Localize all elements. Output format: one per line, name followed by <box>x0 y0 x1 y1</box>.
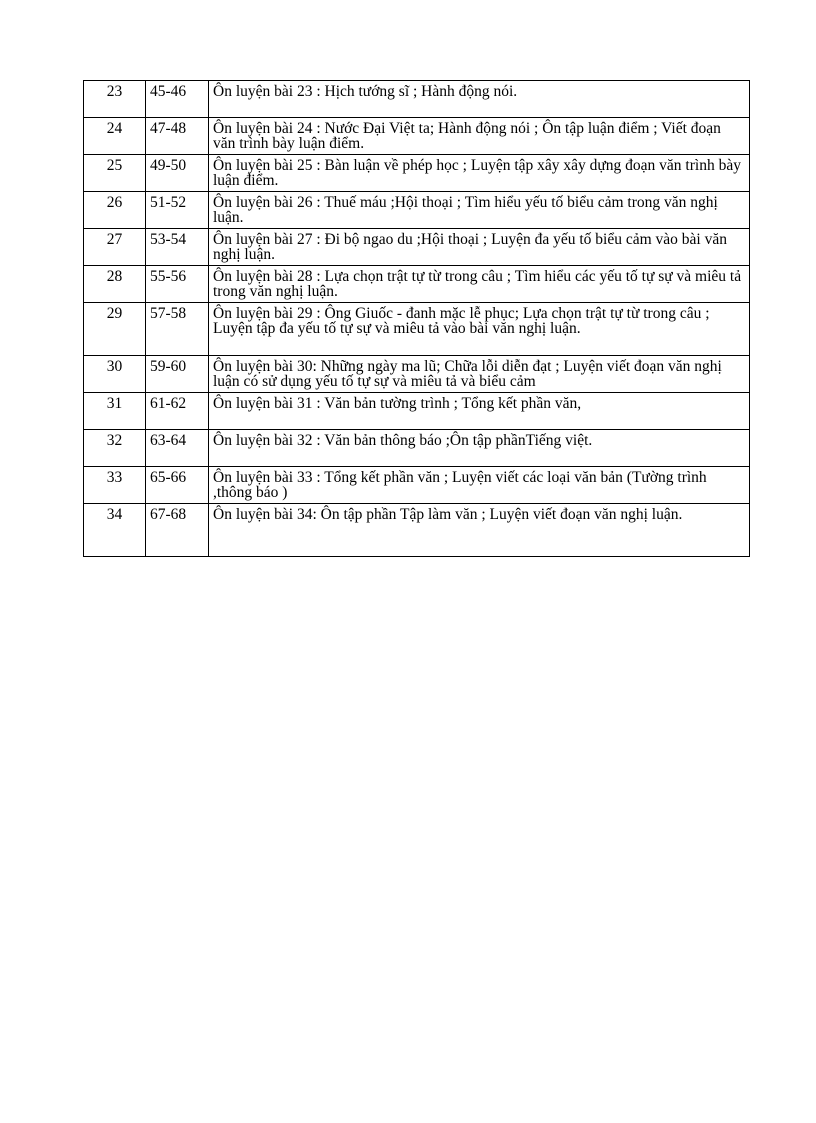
week-cell: 23 <box>84 81 146 118</box>
periods-cell: 57-58 <box>146 303 209 356</box>
content-cell: Ôn luyện bài 26 : Thuế máu ;Hội thoại ; Tìm hiểu yếu tố biểu cảm trong văn nghị luận. <box>209 192 750 229</box>
week-cell: 33 <box>84 467 146 504</box>
content-cell: Ôn luyện bài 29 : Ông Giuốc - đanh mặc lễ phục; Lựa chọn trật tự từ trong câu ; Luyện tập đa yếu tố tự sự và miêu tả vào bài văn nghị luận. <box>209 303 750 356</box>
week-cell: 26 <box>84 192 146 229</box>
periods-cell: 51-52 <box>146 192 209 229</box>
schedule-table <box>83 80 750 557</box>
periods-cell: 47-48 <box>146 118 209 155</box>
periods-cell: 45-46 <box>146 81 209 118</box>
week-cell: 32 <box>84 430 146 467</box>
table-row <box>84 356 750 393</box>
table-row <box>84 155 750 192</box>
content-cell: Ôn luyện bài 27 : Đi bộ ngao du ;Hội thoại ; Luyện đa yếu tố biểu cảm vào bài văn nghị luận. <box>209 229 750 266</box>
periods-cell: 59-60 <box>146 356 209 393</box>
table-row <box>84 393 750 430</box>
table-row <box>84 192 750 229</box>
periods-cell: 61-62 <box>146 393 209 430</box>
content-cell: Ôn luyện bài 30: Những ngày ma lũ; Chữa lỗi diễn đạt ; Luyện viết đoạn văn nghị luận có sử dụng yếu tố tự sự và miêu tả và biểu cảm <box>209 356 750 393</box>
week-cell: 30 <box>84 356 146 393</box>
week-cell: 29 <box>84 303 146 356</box>
content-cell: Ôn luyện bài 24 : Nước Đại Việt ta; Hành động nói ; Ôn tập luận điểm ; Viết đoạn văn trình bày luận điểm. <box>209 118 750 155</box>
week-cell: 31 <box>84 393 146 430</box>
content-cell: Ôn luyện bài 32 : Văn bản thông báo ;Ôn tập phầnTiếng việt. <box>209 430 750 467</box>
content-cell: Ôn luyện bài 34: Ôn tập phần Tập làm văn ; Luyện viết đoạn văn nghị luận. <box>209 504 750 557</box>
periods-cell: 53-54 <box>146 229 209 266</box>
periods-cell: 67-68 <box>146 504 209 557</box>
table-row <box>84 118 750 155</box>
periods-cell: 63-64 <box>146 430 209 467</box>
week-cell: 27 <box>84 229 146 266</box>
table-row <box>84 81 750 118</box>
periods-cell: 49-50 <box>146 155 209 192</box>
periods-cell: 65-66 <box>146 467 209 504</box>
table-row <box>84 303 750 356</box>
week-cell: 24 <box>84 118 146 155</box>
week-cell: 34 <box>84 504 146 557</box>
schedule-table-body <box>84 81 750 557</box>
content-cell: Ôn luyện bài 25 : Bàn luận về phép học ; Luyện tập xây xây dựng đoạn văn trình bày luận điểm. <box>209 155 750 192</box>
table-row <box>84 229 750 266</box>
content-cell: Ôn luyện bài 23 : Hịch tướng sĩ ; Hành động nói. <box>209 81 750 118</box>
content-cell: Ôn luyện bài 28 : Lựa chọn trật tự từ trong câu ; Tìm hiểu các yếu tố tự sự và miêu tả trong văn nghị luận. <box>209 266 750 303</box>
week-cell: 25 <box>84 155 146 192</box>
table-row <box>84 504 750 557</box>
table-row <box>84 266 750 303</box>
table-row <box>84 430 750 467</box>
week-cell: 28 <box>84 266 146 303</box>
content-cell: Ôn luyện bài 31 : Văn bản tường trình ; Tổng kết phần văn, <box>209 393 750 430</box>
periods-cell: 55-56 <box>146 266 209 303</box>
table-row <box>84 467 750 504</box>
content-cell: Ôn luyện bài 33 : Tổng kết phần văn ; Luyện viết các loại văn bản (Tường trình ,thông báo ) <box>209 467 750 504</box>
